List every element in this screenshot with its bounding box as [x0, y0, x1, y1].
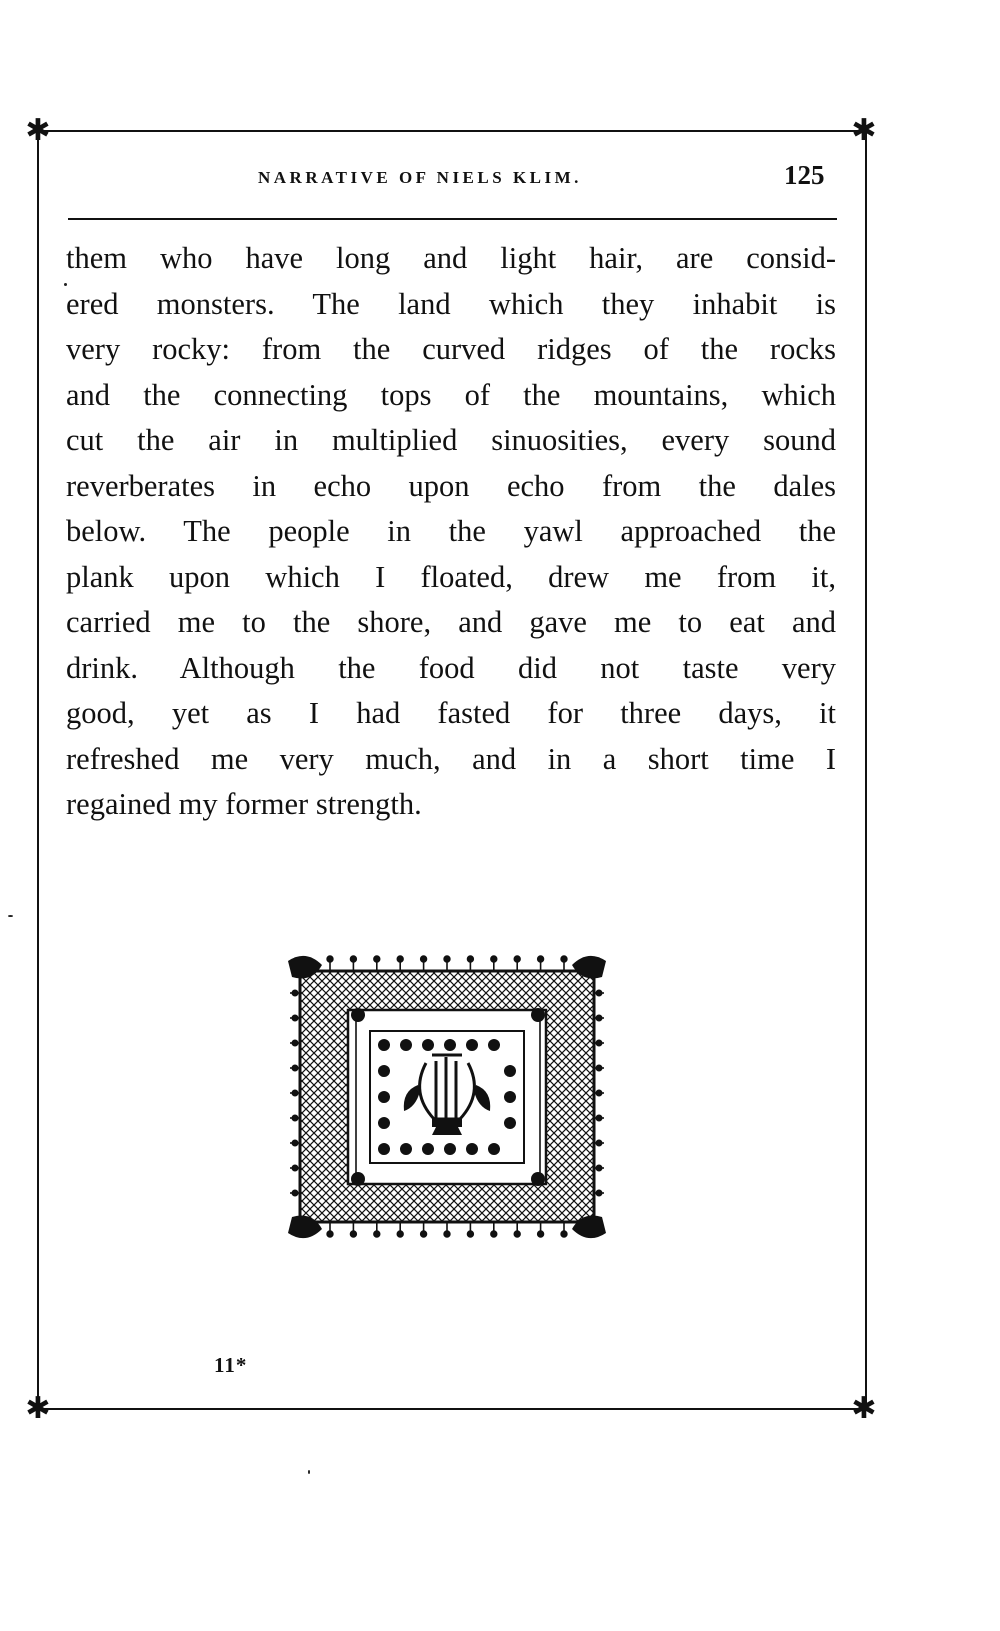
ornament-bead: [596, 1015, 602, 1021]
text-line: cut the air in multiplied sinuosities, every sound: [66, 423, 836, 457]
ornament-bead: [350, 1231, 356, 1237]
text-line: drink. Although the food did not taste very: [66, 650, 836, 685]
ornament-bead: [537, 956, 543, 962]
header-rule: [68, 218, 837, 220]
ornament-bead: [350, 956, 356, 962]
corner-star-icon: ✱: [851, 114, 877, 147]
text-line: and the connecting tops of the mountains, which: [66, 377, 836, 412]
ornament-bead: [292, 1090, 298, 1096]
scan-speck: [8, 915, 13, 917]
ornament-bead: [420, 956, 426, 962]
ornament-bead: [514, 956, 520, 962]
lyre-tailpiece-icon: [286, 953, 608, 1240]
ornament-bead: [491, 956, 497, 962]
ornament-bead: [596, 1040, 602, 1046]
text-line: reverberates in echo upon echo from the dales: [66, 468, 836, 503]
scan-speck: [308, 1470, 310, 1474]
ornament-bead: [596, 1090, 602, 1096]
ornament-bead: [292, 990, 298, 996]
ornament-bead: [327, 1231, 333, 1237]
corner-star-icon: ✱: [25, 114, 51, 147]
ornament-bead: [292, 1040, 298, 1046]
ornament-bead: [292, 1190, 298, 1196]
ornament-bead: [397, 956, 403, 962]
top-rule: [37, 130, 865, 132]
signature-mark: 11*: [214, 1353, 248, 1377]
ornament-bead: [596, 1140, 602, 1146]
text-line: very rocky: from the curved ridges of the rocks: [66, 332, 836, 366]
ornament-bead: [467, 956, 473, 962]
page-number: 125: [784, 160, 825, 190]
corner-star-icon: ✱: [851, 1392, 877, 1425]
corner-star-icon: ✱: [25, 1392, 51, 1425]
ornament-bead: [596, 1115, 602, 1121]
ornament-bead: [292, 1065, 298, 1071]
ornament-bead: [596, 1065, 602, 1071]
ornament-bead: [596, 1190, 602, 1196]
ornament-bead: [292, 1140, 298, 1146]
text-line: good, yet as I had fasted for three days, it: [66, 696, 836, 730]
ornament-bead: [596, 1165, 602, 1171]
ornament-bead: [561, 956, 567, 962]
ornament-bead: [444, 1231, 450, 1237]
text-line: them who have long and light hair, are consid-: [66, 241, 836, 275]
ornament-bead: [420, 1231, 426, 1237]
ornament-bead: [292, 1165, 298, 1171]
ornament-bead: [596, 990, 602, 996]
ornament-bead: [374, 1231, 380, 1237]
ornament-bead: [561, 1231, 567, 1237]
ornament-bead: [537, 1231, 543, 1237]
scan-speck: [64, 283, 67, 286]
text-line: regained my former strength.: [66, 787, 422, 821]
running-head: NARRATIVE OF NIELS KLIM.: [258, 168, 582, 187]
body-text: [66, 236, 836, 828]
ornament-bead: [374, 956, 380, 962]
text-line: carried me to the shore, and gave me to eat and: [66, 605, 836, 639]
ornament-bead: [467, 1231, 473, 1237]
ornament-bead: [514, 1231, 520, 1237]
text-line: plank upon which I floated, drew me from it,: [66, 559, 836, 594]
ornament-bead: [292, 1115, 298, 1121]
ornament-bead: [327, 956, 333, 962]
ornament-bead: [444, 956, 450, 962]
bottom-rule: [37, 1408, 865, 1410]
ornament-bead: [491, 1231, 497, 1237]
text-line: refreshed me very much, and in a short time I: [66, 741, 836, 776]
ornament-bead: [397, 1231, 403, 1237]
ornament-bead: [292, 1015, 298, 1021]
text-line: ered monsters. The land which they inhabit is: [66, 286, 836, 321]
text-line: below. The people in the yawl approached the: [66, 514, 836, 548]
